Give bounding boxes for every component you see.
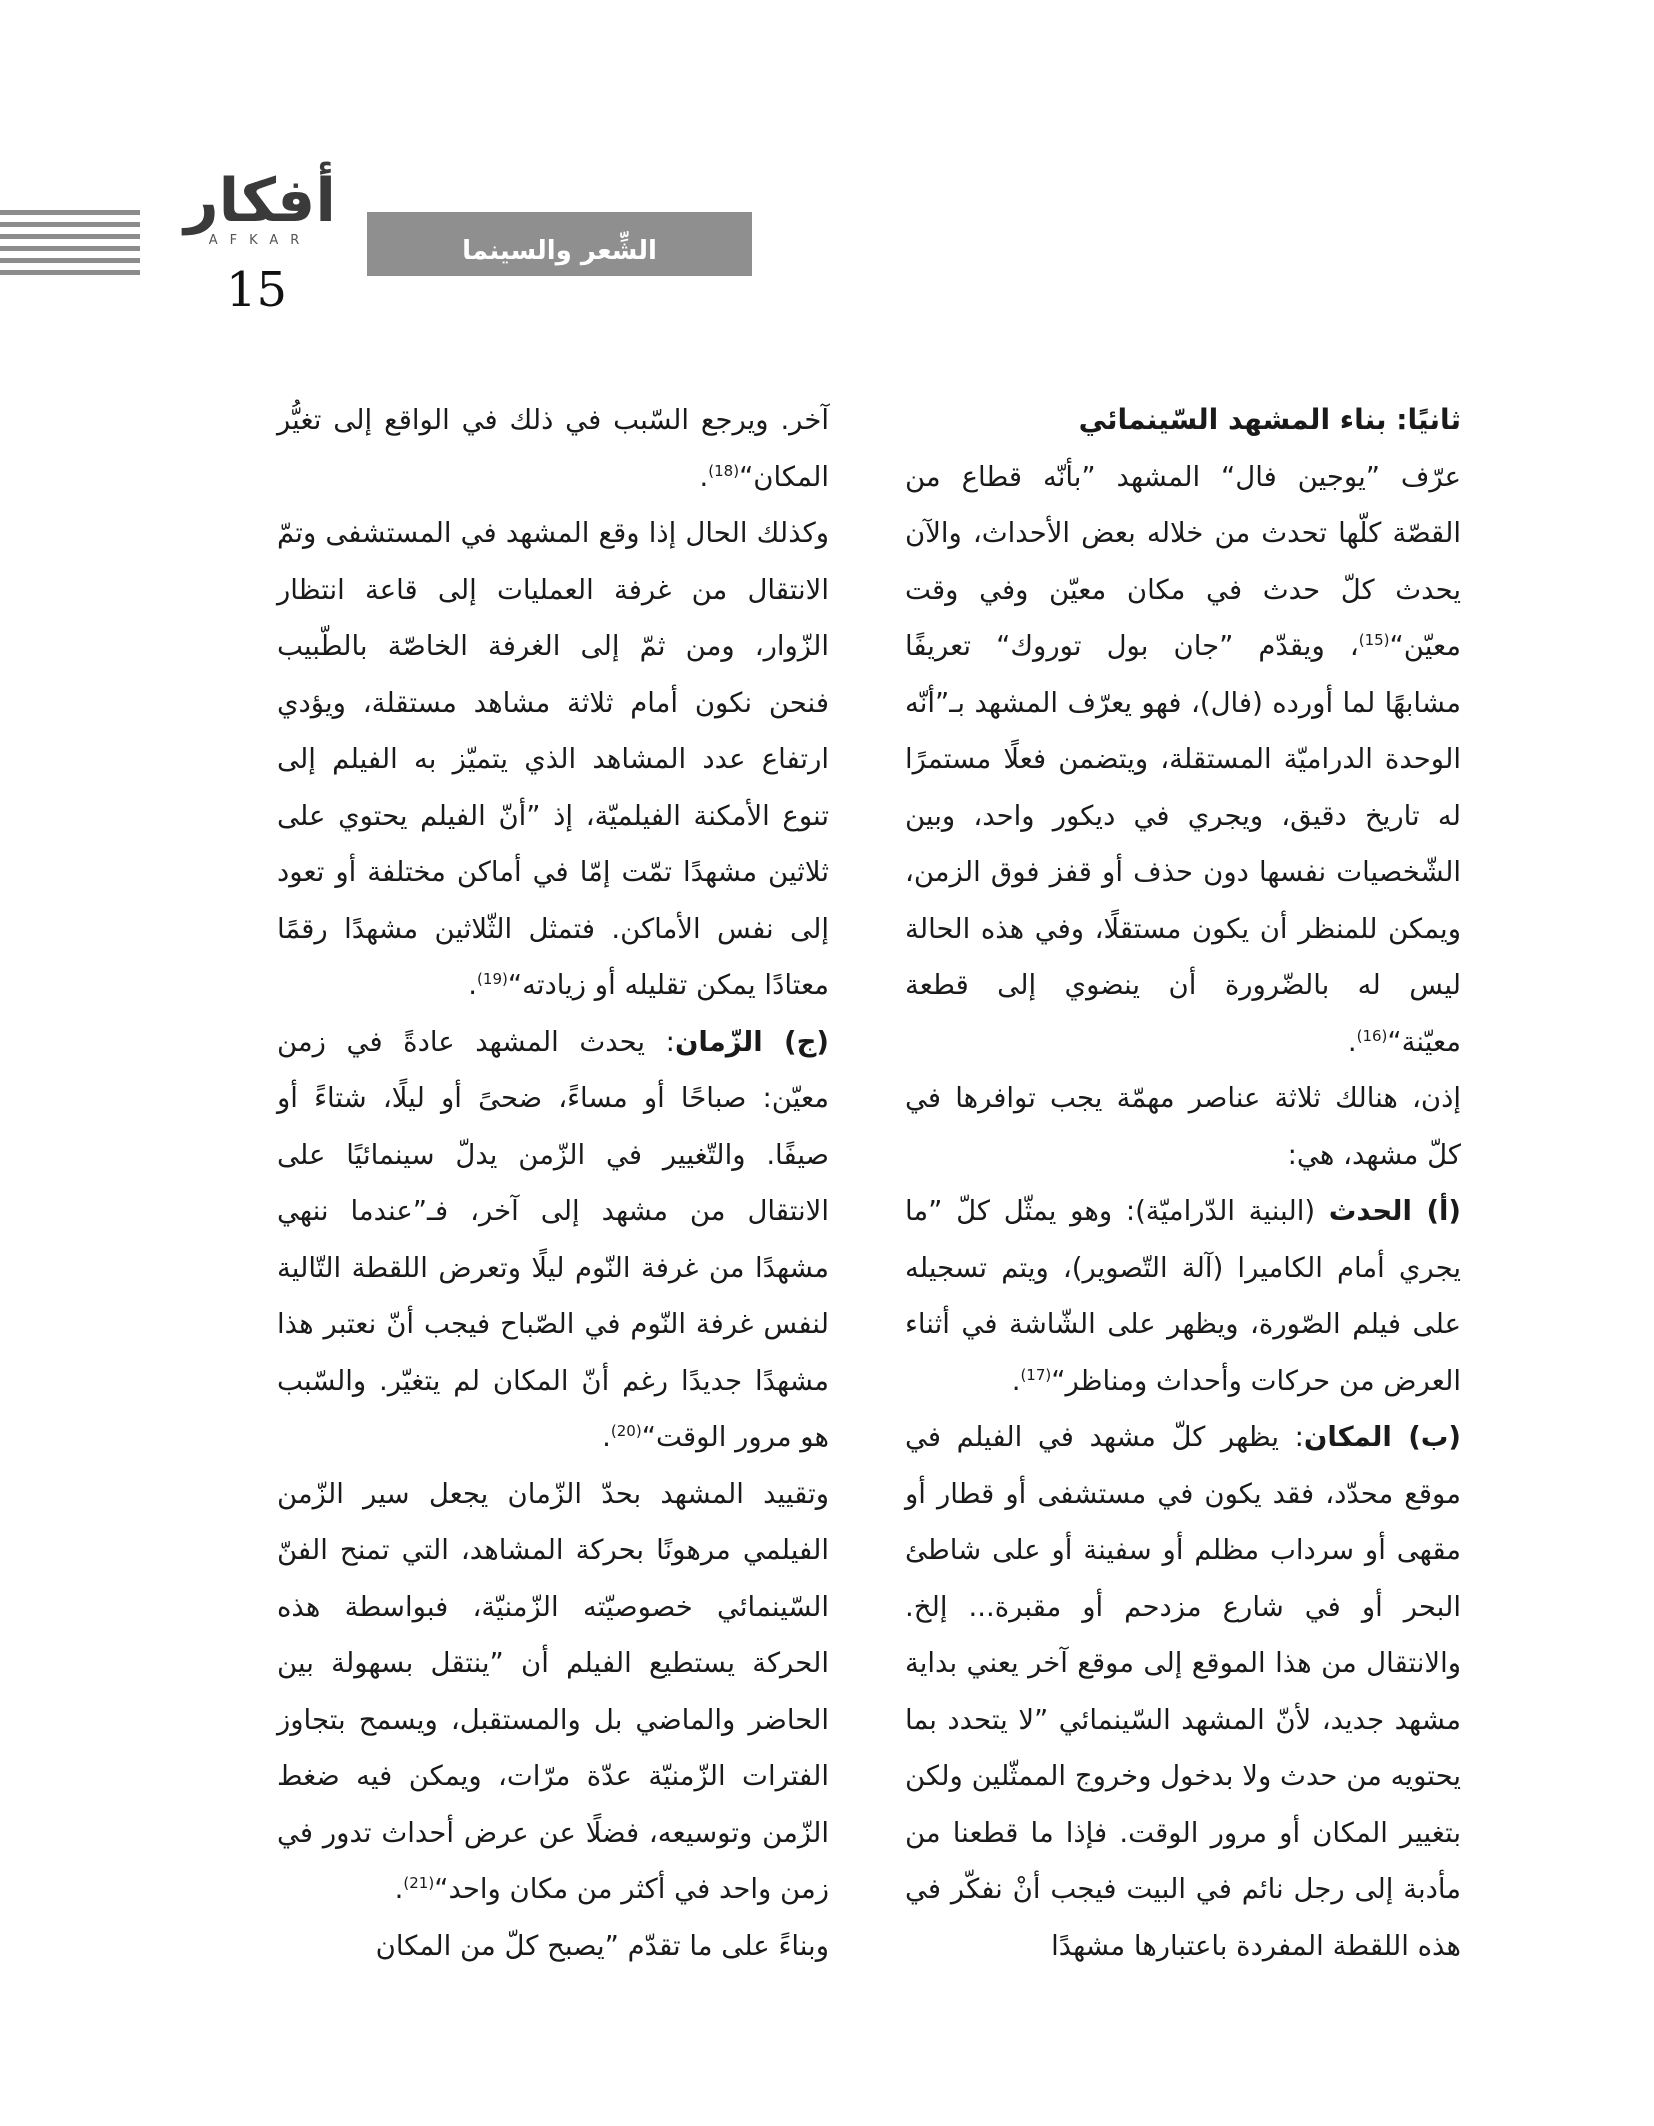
decorative-stripes [0, 210, 140, 282]
footnote-ref: (17) [1020, 1365, 1052, 1384]
left-column [277, 392, 829, 1974]
paragraph: وكذلك الحال إذا وقع المشهد في المستشفى وتمّ الانتقال من غرفة العمليات إلى قاعة انتظار الزّوار، ومن ثمّ إلى الغرفة الخاصّة بالطّبيب فنحن نكون أمام ثلاثة مشاهد مستقلة، ويؤدي ارتفاع عدد المشاهد الذي يتميّز به الفيلم إلى تنوع الأمكنة الفيلميّة، إذ ”أنّ الفيلم يحتوي على ثلاثين مشهدًا تمّت إمّا في أماكن مختلفة أو تعود إلى نفس الأماكن. فتمثل الثّلاثين مشهدًا رقمًا معتادًا يمكن تقليله أو زيادته“$^{(19)}$. [277, 517, 829, 1001]
footnote-ref: (19) [477, 969, 508, 988]
section-title: الشِّعر والسينما [462, 236, 657, 266]
paragraph: عرّف ”يوجين فال“ المشهد ”بأنّه قطاع من القصّة كلّها تحدث من خلاله بعض الأحداث، والآن يحدث كلّ حدث في مكان معيّن وفي وقت معيّن“$^{(15)}$، ويقدّم ”جان بول توروك“ تعريفًا مشابهًا لما أورده (فال)، فهو يعرّف المشهد بـ”أنّه الوحدة الدراميّة المستقلة، ويتضمن فعلًا مستمرًا له تاريخ دقيق، ويجري في ديكور واحد، وبين الشّخصيات نفسها دون حذف أو قفز فوق الزمن، ويمكن للمنظر أن يكون مستقلًا، وفي هذه الحالة ليس له بالضّرورة أن ينضوي إلى قطعة معيّنة“$^{(16)}$. [905, 460, 1461, 1058]
paragraph: وبناءً على ما تقدّم ”يصبح كلّ من المكان [375, 1929, 829, 1962]
item-label: (ب) المكان [1303, 1421, 1461, 1453]
section-banner [367, 212, 752, 276]
footnote-ref: (16) [1356, 1026, 1388, 1045]
footnote-ref: (20) [610, 1421, 642, 1440]
right-column [905, 392, 1461, 1974]
paragraph: (ب) المكان: يظهر كلّ مشهد في الفيلم في موقع محدّد، فقد يكون في مستشفى أو قطار أو مقهى أو سرداب مظلم أو سفينة أو على شاطئ البحر أو في شارع مزدحم أو مقبرة... إلخ. والانتقال من هذا الموقع إلى موقع آخر يعني بداية مشهد جديد، لأنّ المشهد السّينمائي ”لا يتحدد بما يحتويه من حدث ولا بدخول وخروج الممثّلين ولكن بتغيير المكان أو مرور الوقت. فإذا ما قطعنا من مأدبة إلى رجل نائم في البيت فيجب أنْ نفكّر في هذه اللقطة المفردة باعتبارها مشهدًا [905, 1421, 1461, 1962]
paragraph: (ج) الزّمان: يحدث المشهد عادةً في زمن معيّن: صباحًا أو مساءً، ضحىً أو ليلًا، شتاءً أو صيفًا. والتّغيير في الزّمن يدلّ سينمائيًا على الانتقال من مشهد إلى آخر، فـ”عندما ننهي مشهدًا من غرفة النّوم ليلًا وتعرض اللقطة التّالية لنفس غرفة النّوم في الصّباح فيجب أنّ نعتبر هذا مشهدًا جديدًا رغم أنّ المكان لم يتغيّر. والسّبب هو مرور الوقت“$^{(20)}$. [277, 1025, 829, 1453]
paragraph: وتقييد المشهد بحدّ الزّمان يجعل سير الزّمن الفيلمي مرهونًا بحركة المشاهد، التي تمنح الفنّ السّينمائي خصوصيّته الزّمنيّة، فبواسطة هذه الحركة يستطيع الفيلم أن ”ينتقل بسهولة بين الحاضر والماضي بل والمستقبل، ويسمح بتجاوز الفترات الزّمنيّة عدّة مرّات، ويمكن فيه ضغط الزّمن وتوسيعه، فضلًا عن عرض أحداث تدور في زمن واحد في أكثر من مكان واحد“$^{(21)}$. [277, 1477, 829, 1905]
item-label: (أ) الحدث [1328, 1195, 1462, 1227]
logo-latin: AFKAR [208, 233, 312, 248]
paragraph: آخر. ويرجع السّبب في ذلك في الواقع إلى تغيُّر المكان“$^{(18)}$. [277, 404, 829, 493]
paragraph: (أ) الحدث (البنية الدّراميّة): وهو يمثّل كلّ ”ما يجري أمام الكاميرا (آلة التّصوير)، ويتم تسجيله على فيلم الصّورة، ويظهر على الشّاشة في أثناء العرض من حركات وأحداث ومناظر“$^{(17)}$. [905, 1195, 1462, 1397]
item-label: (ج) الزّمان [674, 1025, 829, 1058]
footnote-ref: (21) [403, 1873, 435, 1892]
magazine-logo [180, 168, 340, 248]
page-number: 15 [226, 262, 288, 318]
section-heading: ثانيًا: بناء المشهد السّينمائي [1078, 403, 1461, 436]
footnote-ref: (18) [708, 461, 740, 480]
footnote-ref: (15) [1358, 630, 1390, 649]
paragraph: إذن، هنالك ثلاثة عناصر مهمّة يجب توافرها في كلّ مشهد، هي: [905, 1082, 1461, 1171]
logo-arabic: أفكار [184, 166, 336, 236]
